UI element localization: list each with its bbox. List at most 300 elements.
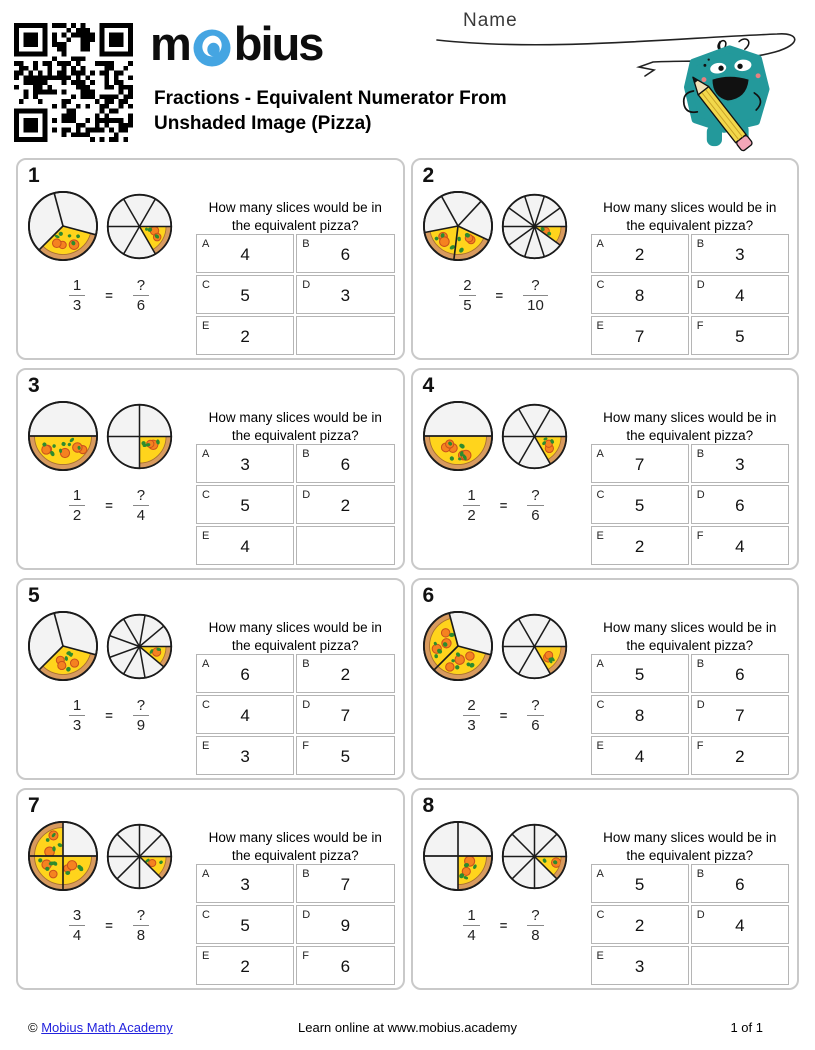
answer-cell [591,275,689,314]
pizza-image-original [421,819,495,893]
fraction-left [69,907,85,945]
answer-value: 4 [240,536,250,556]
answer-cell [591,316,689,355]
answer-letter: B [696,868,705,881]
answer-grid [591,234,790,355]
pizza-pair [26,819,192,893]
mobius-academy-link[interactable]: Mobius Math Academy [41,1020,173,1035]
fraction-right [523,277,548,315]
fraction-left [69,277,85,315]
answer-cell [591,946,689,985]
answer-value: 4 [735,536,745,556]
fraction-equation [26,907,192,945]
answer-cell [196,275,294,314]
answer-letter: B [696,448,705,461]
pizza-image-equivalent [105,822,174,891]
equals-sign: = [105,708,113,724]
answer-letter: B [696,658,705,671]
answer-value: 2 [340,495,351,515]
pizza-column [421,607,587,770]
question-line1: How many slices would be in [208,830,382,846]
fraction-left-numerator: 2 [463,277,472,295]
answer-letter: B [302,658,310,671]
answer-value: 7 [735,705,745,725]
answer-letter: D [696,699,705,712]
answer-cell [196,736,294,775]
question-line2: the equivalent pizza? [626,217,754,233]
pizza-pair [421,399,587,473]
answer-letter: C [202,699,210,712]
pizza-column [421,187,587,350]
answer-value: 7 [634,454,645,474]
answer-value: 2 [735,746,745,766]
fraction-left [463,487,479,525]
answer-letter: C [596,909,605,922]
answer-cell [691,905,789,944]
answer-value: 5 [634,874,645,894]
answer-letter: C [596,489,605,502]
equals-sign: = [495,288,504,304]
answer-value: 6 [735,874,745,894]
question-line2: the equivalent pizza? [626,637,754,653]
answer-letter: F [696,320,704,333]
fraction-right [133,277,149,315]
answer-letter: A [202,868,210,881]
answer-letter: A [202,448,210,461]
fraction-left-denominator: 5 [459,295,475,314]
title-line-2: Unshaded Image (Pizza) [154,113,372,135]
answer-letter: D [696,279,705,292]
question-line1: How many slices would be in [603,830,777,846]
answer-column [591,397,790,560]
answer-value: 3 [735,244,745,264]
fraction-left [69,487,85,525]
answer-cell [196,485,294,524]
answer-value: 8 [634,285,645,305]
answer-cell [591,654,689,693]
copyright-symbol: © [28,1020,38,1035]
fraction-equation [26,277,192,315]
question-line2: the equivalent pizza? [231,427,359,443]
problem-number: 8 [422,794,435,817]
mobius-logo [150,16,322,71]
problem-card [16,578,405,780]
pizza-pair [421,189,587,263]
answer-letter: F [302,950,309,963]
question-line2: the equivalent pizza? [626,847,754,863]
answer-value: 2 [634,536,645,556]
problem-number: 7 [28,794,40,817]
answer-grid [196,654,395,775]
fraction-right-numerator: ? [531,487,540,505]
pizza-column [421,817,587,980]
answer-letter: D [696,489,705,502]
answer-value: 2 [634,915,645,935]
question-text [595,409,786,444]
answer-value: 6 [340,956,351,976]
fraction-equation [421,907,587,945]
answer-value: 3 [735,454,745,474]
fraction-equation [26,697,192,735]
answer-value: 5 [240,495,250,515]
fraction-right [133,487,149,525]
pizza-column [421,397,587,560]
answer-cell [296,736,394,775]
fraction-right-denominator: 6 [527,715,543,734]
fraction-left-numerator: 3 [72,907,82,925]
fraction-left-denominator: 4 [69,925,85,944]
answer-value: 9 [340,915,351,935]
answer-cell [296,946,394,985]
answer-cell [296,275,394,314]
pizza-image-original [421,189,495,263]
fraction-right [527,697,543,735]
fraction-right [133,697,149,735]
answer-cell [296,485,394,524]
problem-number: 5 [28,584,40,607]
answer-value: 7 [340,705,351,725]
answer-value: 6 [735,664,745,684]
equals-sign: = [105,498,113,514]
answer-cell [691,736,789,775]
answer-letter: E [202,530,210,543]
question-line1: How many slices would be in [603,200,777,216]
question-line2: the equivalent pizza? [231,847,359,863]
answer-cell [591,905,689,944]
answer-cell [591,444,689,483]
answer-cell [296,234,394,273]
answer-letter: D [302,489,311,502]
answer-letter: E [596,740,604,753]
fraction-left-denominator: 3 [463,715,479,734]
problem-card [16,788,405,990]
fraction-left-denominator: 2 [463,505,479,524]
fraction-equation [421,277,587,315]
answer-cell [691,946,789,985]
problem-card [411,368,800,570]
answer-letter: C [596,279,605,292]
answer-value: 7 [340,874,351,894]
pizza-image-equivalent [105,192,174,261]
equals-sign: = [105,288,113,304]
logo-o-icon [192,25,232,69]
answer-column [591,607,790,770]
problem-card [16,158,405,360]
answer-grid [196,234,395,355]
answer-letter: B [696,238,705,251]
equals-sign: = [105,918,113,934]
fraction-right-denominator: 6 [133,295,149,314]
problem-card [411,158,800,360]
problem-card [411,788,800,990]
question-line1: How many slices would be in [603,410,777,426]
logo-text-m: m [150,17,190,70]
fraction-equation [421,697,587,735]
answer-letter: D [302,279,311,292]
pizza-image-original [26,819,100,893]
answer-value: 4 [735,285,745,305]
answer-cell [591,864,689,903]
pizza-image-equivalent [105,402,174,471]
answer-cell [296,444,394,483]
fraction-right [133,907,149,945]
answer-value: 2 [634,244,645,264]
answer-cell [196,444,294,483]
fraction-right-numerator: ? [531,697,540,715]
answer-letter: B [302,868,310,881]
fraction-left-numerator: 1 [467,907,476,925]
fraction-left [463,697,479,735]
fraction-left-denominator: 4 [463,925,479,944]
answer-letter: E [202,320,210,333]
question-text [200,829,391,864]
answer-cell [196,864,294,903]
fraction-left [463,907,479,945]
answer-cell [196,905,294,944]
equals-sign: = [499,708,508,724]
answer-letter: F [696,530,704,543]
fraction-right-denominator: 6 [527,505,543,524]
question-line2: the equivalent pizza? [626,427,754,443]
answer-letter: E [596,530,604,543]
fraction-right-denominator: 8 [133,925,149,944]
answer-value: 4 [240,705,250,725]
answer-cell [691,444,789,483]
answer-value: 7 [634,326,645,346]
answer-value: 5 [240,915,250,935]
problems-grid [16,158,799,990]
pizza-column [26,397,192,560]
answer-column [196,817,395,980]
answer-letter: D [302,909,311,922]
answer-cell [691,485,789,524]
answer-value: 6 [735,495,745,515]
answer-cell [296,316,394,355]
pizza-image-original [421,399,495,473]
pizza-image-original [421,609,495,683]
fraction-right-denominator: 9 [133,715,149,734]
fraction-left-numerator: 2 [467,697,476,715]
answer-column [591,187,790,350]
answer-grid [591,654,790,775]
name-line-and-mascot [425,28,810,155]
pizza-image-equivalent [500,822,569,891]
pizza-column [26,607,192,770]
fraction-right [527,907,543,945]
pizza-image-original [26,399,100,473]
pizza-image-original [26,609,100,683]
answer-column [196,397,395,560]
answer-grid [591,864,790,985]
fraction-left-denominator: 3 [69,295,85,314]
pizza-image-equivalent [500,192,569,261]
answer-cell [591,695,689,734]
answer-cell [196,316,294,355]
answer-cell [691,275,789,314]
answer-cell [691,695,789,734]
answer-column [196,607,395,770]
answer-cell [196,526,294,565]
question-text [200,409,391,444]
fraction-right-denominator: 10 [523,295,548,314]
answer-value: 2 [240,326,250,346]
answer-value: 3 [634,956,645,976]
equals-sign: = [499,498,508,514]
fraction-left-numerator: 1 [467,487,476,505]
fraction-right-numerator: ? [136,277,146,295]
question-line2: the equivalent pizza? [231,217,359,233]
fraction-right-numerator: ? [531,907,540,925]
answer-cell [296,526,394,565]
question-line1: How many slices would be in [208,410,382,426]
answer-letter: F [302,740,309,753]
fraction-left [459,277,475,315]
answer-letter: E [202,740,210,753]
answer-value: 6 [340,244,351,264]
pizza-pair [26,609,192,683]
answer-column [591,817,790,980]
answer-value: 6 [340,454,351,474]
fraction-right-numerator: ? [531,277,540,295]
answer-cell [591,526,689,565]
problem-number: 3 [28,374,40,397]
answer-cell [691,316,789,355]
answer-cell [296,864,394,903]
problem-card [16,368,405,570]
answer-value: 3 [240,454,250,474]
pizza-pair [421,609,587,683]
answer-letter: A [596,658,604,671]
answer-value: 6 [240,664,250,684]
answer-letter: F [696,740,704,753]
answer-value: 5 [634,664,645,684]
pizza-column [26,817,192,980]
fraction-left-numerator: 1 [72,487,82,505]
answer-letter: A [202,238,210,251]
answer-value: 3 [340,285,351,305]
fraction-right-denominator: 8 [527,925,543,944]
fraction-right [527,487,543,525]
answer-cell [296,905,394,944]
name-label: Name [463,10,518,31]
answer-value: 3 [240,874,250,894]
fraction-left-numerator: 1 [72,697,82,715]
answer-cell [196,654,294,693]
answer-letter: E [596,320,604,333]
title-line-1: Fractions - Equivalent Numerator From [154,88,507,109]
answer-letter: C [202,279,210,292]
question-line1: How many slices would be in [603,620,777,636]
pizza-pair [421,819,587,893]
question-text [595,619,786,654]
answer-letter: D [302,699,311,712]
page-number: 1 of 1 [730,1020,763,1035]
answer-letter: A [596,868,604,881]
pencil-monster-mascot [684,39,766,152]
problem-card [411,578,800,780]
answer-value: 3 [240,746,250,766]
logo-text-bius: bius [233,17,323,70]
answer-letter: C [596,699,605,712]
answer-cell [591,485,689,524]
answer-grid [196,444,395,565]
answer-letter: C [202,909,210,922]
problem-number: 6 [422,584,435,607]
fraction-equation [421,487,587,525]
answer-value: 5 [340,746,351,766]
answer-letter: D [696,909,705,922]
fraction-left-numerator: 1 [72,277,82,295]
answer-cell [691,234,789,273]
answer-value: 4 [634,746,645,766]
answer-cell [196,234,294,273]
question-text [595,199,786,234]
pizza-pair [26,189,192,263]
answer-column [196,187,395,350]
pizza-pair [26,399,192,473]
answer-letter: B [302,448,310,461]
answer-letter: A [596,238,604,251]
answer-cell [591,736,689,775]
answer-cell [691,654,789,693]
answer-value: 5 [735,326,745,346]
fraction-left-denominator: 2 [69,505,85,524]
fraction-left [69,697,85,735]
pizza-image-equivalent [105,612,174,681]
answer-cell [296,695,394,734]
equals-sign: = [499,918,508,934]
fraction-left-denominator: 3 [69,715,85,734]
question-line2: the equivalent pizza? [231,637,359,653]
fraction-right-denominator: 4 [133,505,149,524]
answer-letter: A [596,448,604,461]
answer-value: 2 [240,956,250,976]
question-line1: How many slices would be in [208,620,382,636]
question-line1: How many slices would be in [208,200,382,216]
answer-letter: B [302,238,310,251]
problem-number: 4 [422,374,435,397]
problem-number: 2 [422,164,435,187]
answer-cell [591,234,689,273]
question-text [200,619,391,654]
answer-letter: C [202,489,210,502]
answer-value: 5 [634,495,645,515]
answer-grid [196,864,395,985]
problem-number: 1 [28,164,40,187]
answer-value: 4 [735,915,745,935]
fraction-right-numerator: ? [136,697,146,715]
answer-letter: A [202,658,210,671]
fraction-equation [26,487,192,525]
pizza-image-equivalent [500,612,569,681]
answer-value: 8 [634,705,645,725]
answer-grid [591,444,790,565]
answer-cell [296,654,394,693]
question-text [200,199,391,234]
pizza-image-original [26,189,100,263]
answer-value: 2 [340,664,351,684]
question-text [595,829,786,864]
pizza-image-equivalent [500,402,569,471]
answer-value: 4 [240,244,250,264]
answer-cell [196,695,294,734]
fraction-right-numerator: ? [136,907,146,925]
answer-letter: E [202,950,210,963]
pizza-column [26,187,192,350]
answer-cell [196,946,294,985]
qr-code [14,23,133,142]
footer-center-text: Learn online at www.mobius.academy [298,1020,517,1035]
